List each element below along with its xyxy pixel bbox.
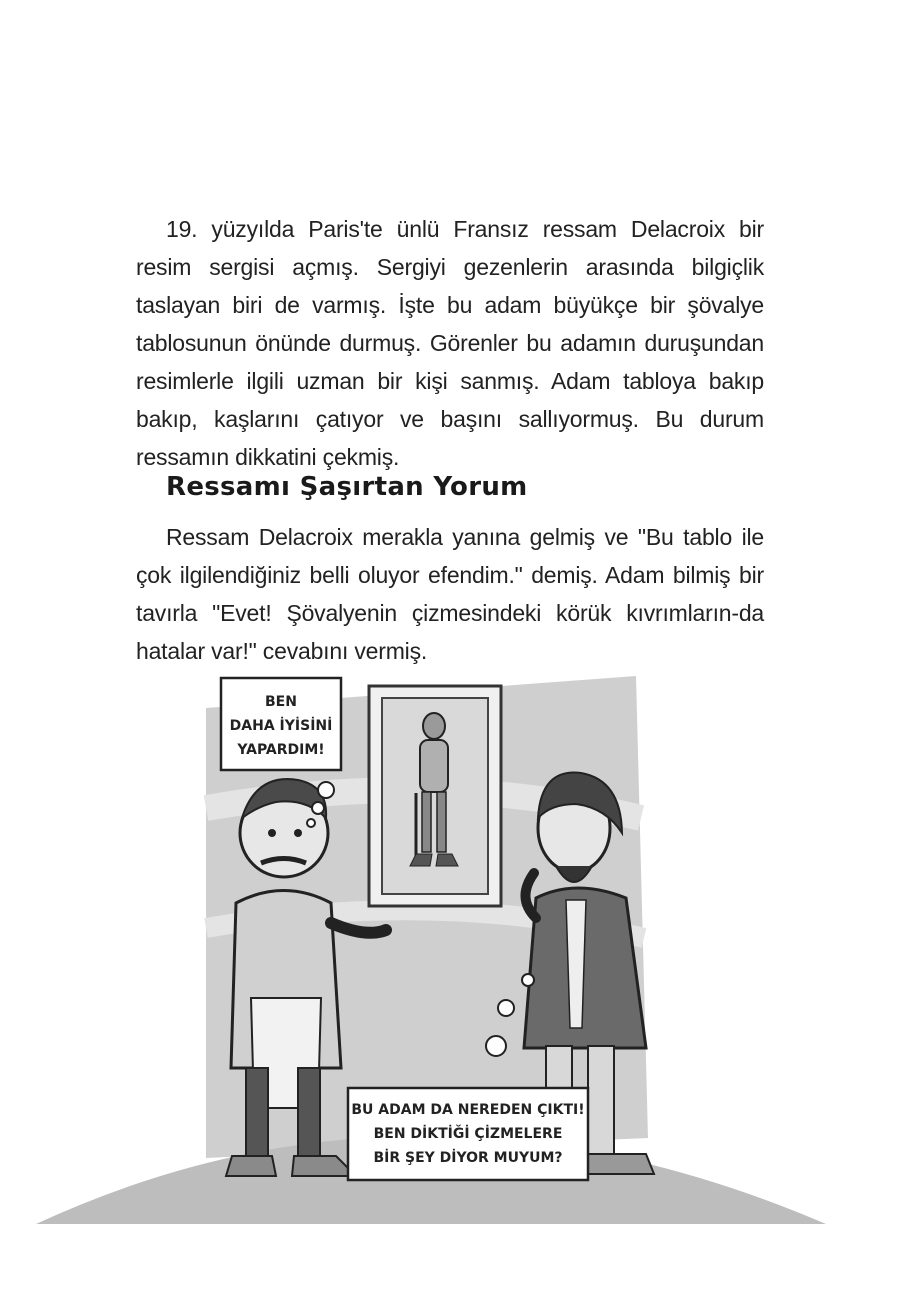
bubble-2-line-1: BU ADAM DA NEREDEN ÇIKTI!: [351, 1102, 585, 1118]
paragraph-2-text: Ressam Delacroix merakla yanına gelmiş ve "Bu tablo ile çok ilgilendiğiniz belli oluyor efendim." demiş. Adam bilmiş bir tavırla "Evet! Şövalyenin çizmesindeki körük kıvrımların-da hatalar var!" cevabını vermiş.: [136, 524, 764, 664]
bubble-2-line-2: BEN DİKTİĞİ ÇİZMELERE: [373, 1126, 563, 1142]
bubble-1-line-1: BEN: [265, 694, 297, 710]
paragraph-2: [136, 518, 764, 670]
bubble-1-line-2: DAHA İYİSİNİ: [229, 718, 333, 734]
section-heading: Ressamı Şaşırtan Yorum: [166, 472, 528, 502]
bubble-1-line-3: YAPARDIM!: [237, 742, 325, 758]
bubble-2-line-3: BİR ŞEY DİYOR MUYUM?: [373, 1150, 563, 1166]
paragraph-1-text: 19. yüzyılda Paris'te ünlü Fransız ressam Delacroix bir resim sergisi açmış. Sergiyi gezenlerin arasında bilgiçlik taslayan biri de varmış. İşte bu adam büyükçe bir şövalye tablosunun önünde durmuş. Görenler bu adamın duruşundan resimlerle ilgili uzman bir kişi sanmış. Adam tabloya bakıp bakıp, kaşlarını çatıyor ve başını sallıyormuş. Bu durum ressamın dikkatini çekmiş.: [136, 216, 764, 470]
cartoon-illustration: [36, 668, 828, 1228]
paragraph-1: [136, 210, 764, 476]
knight-painting: [369, 686, 501, 906]
